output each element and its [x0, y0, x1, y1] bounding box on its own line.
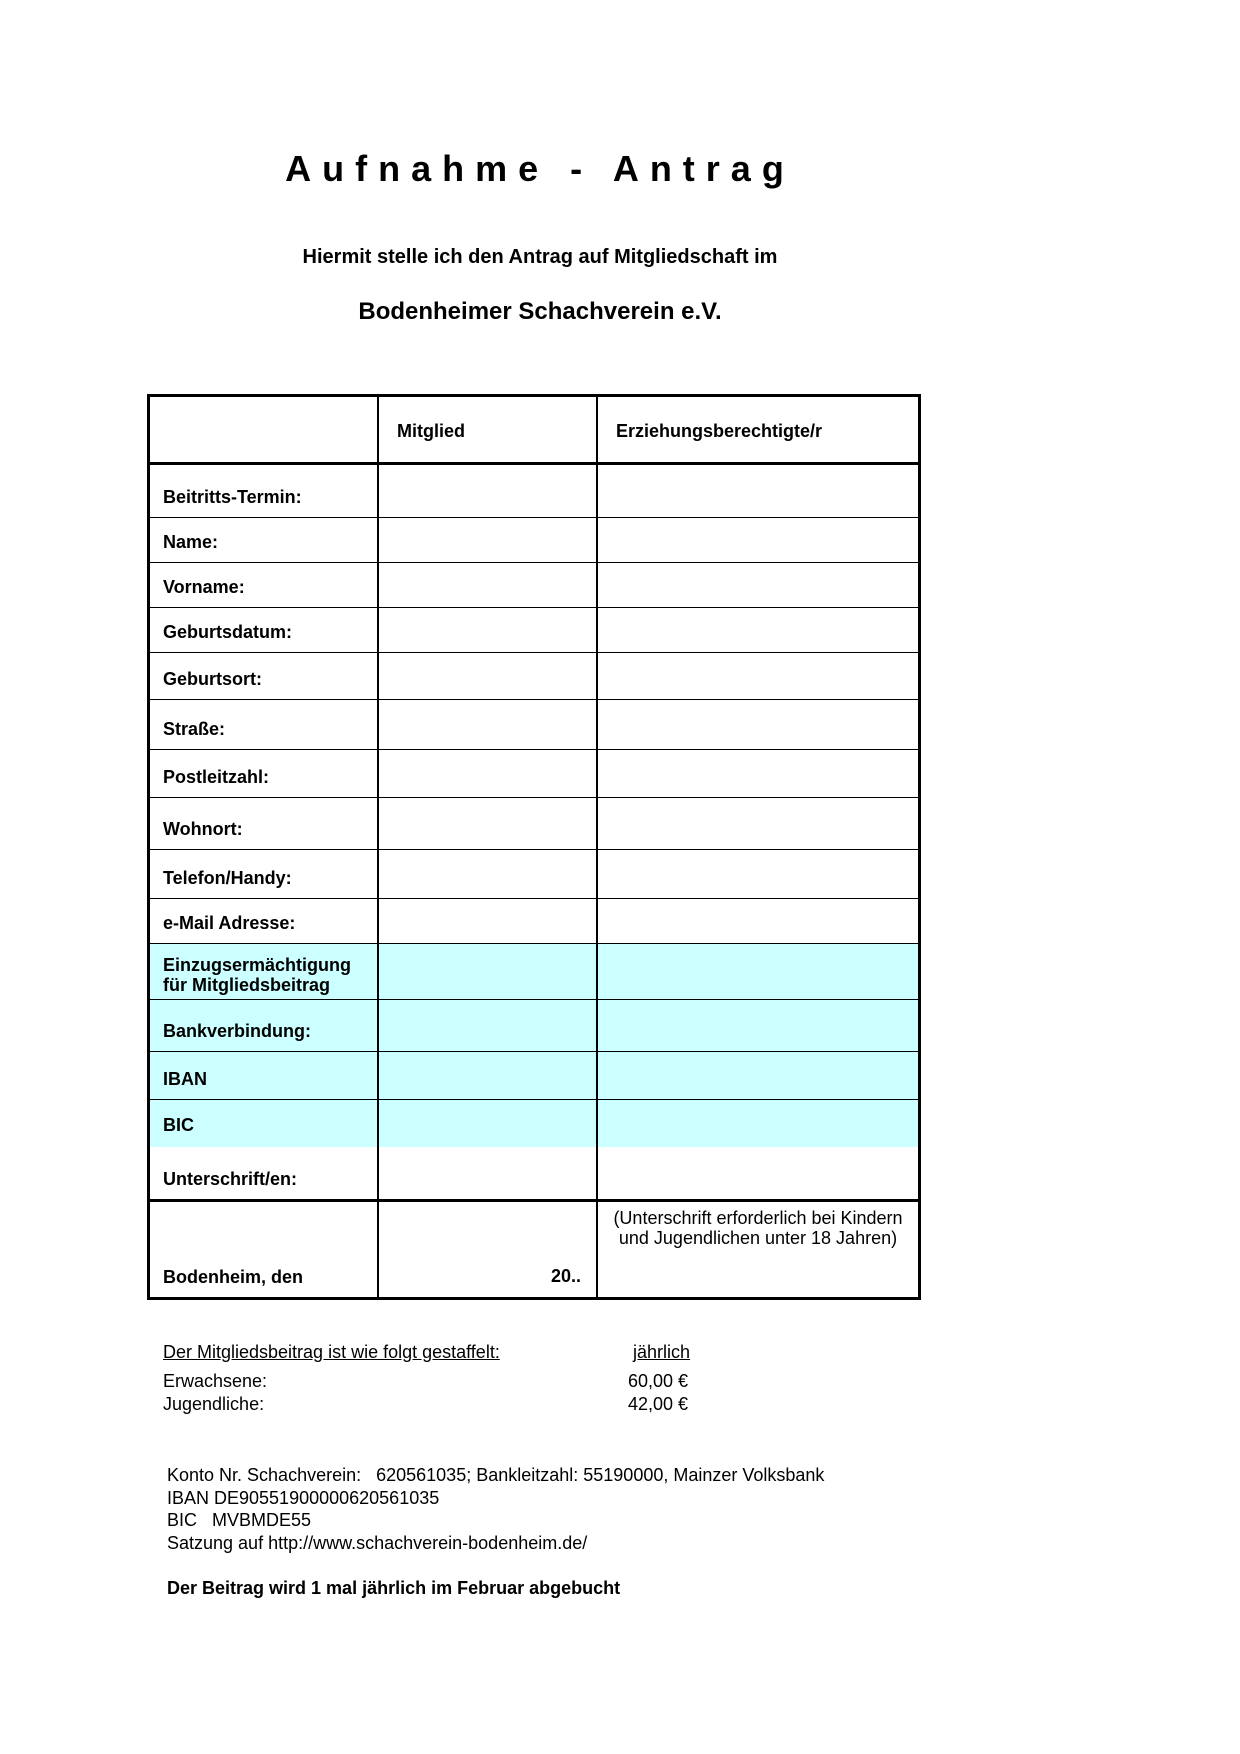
label-city: Wohnort:: [163, 819, 243, 839]
column-header-member: Mitglied: [397, 421, 465, 441]
label-phone: Telefon/Handy:: [163, 868, 292, 888]
row-bic: [150, 1100, 918, 1147]
field-name-guardian[interactable]: [596, 518, 918, 562]
label-postal-code: Postleitzahl:: [163, 767, 270, 787]
billing-note: Der Beitrag wird 1 mal jährlich im Februar abgebucht: [167, 1578, 621, 1598]
row-signature: [150, 1147, 918, 1202]
row-direct-debit: [150, 944, 918, 1000]
row-birth-date: [150, 608, 918, 653]
header-empty-cell: [150, 397, 377, 462]
field-date[interactable]: [377, 1202, 596, 1297]
label-signature: Unterschrift/en:: [163, 1169, 298, 1189]
field-birth-date-guardian[interactable]: [596, 608, 918, 652]
bank-account-line: Konto Nr. Schachverein: 620561035; Bankleitzahl: 55190000, Mainzer Volksbank: [167, 1465, 825, 1485]
signature-note-line2: und Jugendlichen unter 18 Jahren): [618, 1228, 898, 1248]
fee-adult-label: Erwachsene:: [163, 1371, 268, 1391]
field-first-name-member[interactable]: [377, 563, 596, 607]
header-member-cell: [377, 397, 596, 462]
label-place-date: Bodenheim, den: [163, 1267, 304, 1287]
label-direct-debit-line1: Einzugsermächtigung: [163, 955, 352, 975]
header-guardian-cell: [596, 397, 918, 462]
field-city-guardian[interactable]: [596, 798, 918, 849]
field-bic-member[interactable]: [377, 1100, 596, 1147]
row-phone: [150, 850, 918, 899]
field-signature-member[interactable]: [377, 1147, 596, 1199]
row-name: [150, 518, 918, 563]
label-join-date: Beitritts-Termin:: [163, 487, 302, 507]
row-first-name: [150, 563, 918, 608]
column-header-guardian: Erziehungsberechtigte/r: [616, 421, 823, 441]
field-email-guardian[interactable]: [596, 899, 918, 943]
field-iban-member[interactable]: [377, 1052, 596, 1099]
row-birth-place: [150, 653, 918, 700]
field-direct-debit-guardian[interactable]: [596, 944, 918, 999]
label-direct-debit-line2: für Mitgliedsbeitrag: [163, 975, 331, 995]
field-first-name-guardian[interactable]: [596, 563, 918, 607]
signature-note-line1: (Unterschrift erforderlich bei Kindern: [613, 1208, 903, 1228]
bank-info: [167, 1464, 824, 1600]
table-header-row: [150, 397, 918, 465]
field-city-member[interactable]: [377, 798, 596, 849]
field-join-date-guardian[interactable]: [596, 465, 918, 517]
club-name: Bodenheimer Schachverein e.V.: [358, 298, 722, 325]
fee-youth-label: Jugendliche:: [163, 1394, 265, 1414]
bank-bic-line: BIC MVBMDE55: [167, 1510, 312, 1530]
page-title: Aufnahme - Antrag: [285, 148, 795, 189]
field-email-member[interactable]: [377, 899, 596, 943]
label-name: Name:: [163, 532, 219, 552]
field-street-member[interactable]: [377, 700, 596, 749]
row-iban: [150, 1052, 918, 1100]
year-suffix: 20..: [550, 1266, 581, 1286]
field-direct-debit-member[interactable]: [377, 944, 596, 999]
field-iban-guardian[interactable]: [596, 1052, 918, 1099]
intro-text: Hiermit stelle ich den Antrag auf Mitgliedschaft im: [302, 246, 778, 268]
field-bank-details-guardian[interactable]: [596, 1000, 918, 1051]
label-bank-details: Bankverbindung:: [163, 1021, 312, 1041]
field-name-member[interactable]: [377, 518, 596, 562]
field-postal-code-guardian[interactable]: [596, 750, 918, 797]
field-postal-code-member[interactable]: [377, 750, 596, 797]
fee-heading: Der Mitgliedsbeitrag ist wie folgt gestaffelt:: [163, 1342, 500, 1362]
signature-note: [598, 1208, 918, 1248]
row-email: [150, 899, 918, 944]
membership-form-table: [147, 394, 921, 1300]
fee-youth-amount: 42,00 €: [628, 1394, 689, 1414]
field-birth-place-member[interactable]: [377, 653, 596, 699]
label-direct-debit: [163, 955, 351, 995]
field-bank-details-member[interactable]: [377, 1000, 596, 1051]
label-birth-date: Geburtsdatum:: [163, 622, 293, 642]
row-bank-details: [150, 1000, 918, 1052]
label-first-name: Vorname:: [163, 577, 245, 597]
label-bic: BIC: [163, 1115, 194, 1135]
label-iban: IBAN: [163, 1069, 207, 1089]
field-phone-guardian[interactable]: [596, 850, 918, 898]
row-place-date: [150, 1202, 918, 1297]
row-postal-code: [150, 750, 918, 798]
label-street: Straße:: [163, 719, 226, 739]
row-city: [150, 798, 918, 850]
field-phone-member[interactable]: [377, 850, 596, 898]
field-birth-date-member[interactable]: [377, 608, 596, 652]
label-email: e-Mail Adresse:: [163, 913, 296, 933]
row-join-date: [150, 465, 918, 518]
statute-link[interactable]: Satzung auf http://www.schachverein-bodenheim.de/: [167, 1532, 588, 1553]
field-street-guardian[interactable]: [596, 700, 918, 749]
row-street: [150, 700, 918, 750]
field-bic-guardian[interactable]: [596, 1100, 918, 1147]
label-birth-place: Geburtsort:: [163, 669, 262, 689]
fee-adult-amount: 60,00 €: [628, 1371, 689, 1391]
bank-iban-line: IBAN DE90551900000620561035: [167, 1487, 440, 1508]
fee-period: jährlich: [633, 1342, 691, 1362]
field-join-date-member[interactable]: [377, 465, 596, 517]
field-birth-place-guardian[interactable]: [596, 653, 918, 699]
field-signature-guardian[interactable]: [596, 1147, 918, 1199]
signature-note-cell: [596, 1202, 918, 1297]
